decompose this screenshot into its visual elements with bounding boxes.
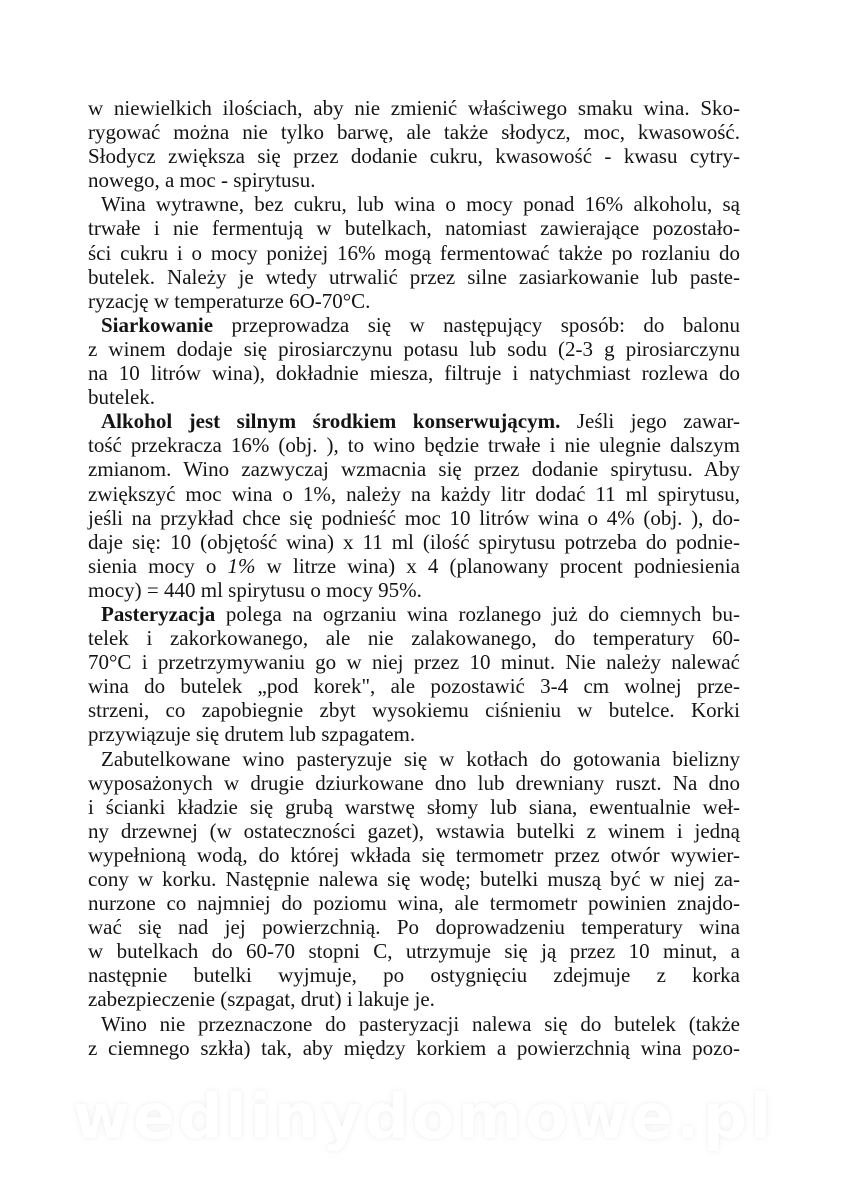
text-run: butelek. Należy je wtedy utrwalić przez silne zasiarkowanie lub paste- — [88, 264, 740, 289]
paragraph-first-line — [88, 602, 740, 626]
text-run: Wino nie przeznaczone do pasteryzacji nalewa się do butelek (także — [101, 1011, 740, 1036]
text-run: w butelkach do 60-70 stopni C, utrzymuje się ją przez 10 minut, a — [88, 939, 740, 964]
text-line — [88, 1036, 740, 1060]
text-run: Wina wytrawne, bez cukru, lub wina o mocy ponad 16% alkoholu, są — [101, 192, 740, 217]
text-run: polega na ogrzaniu wina rozlanego już do ciemnych bu- — [215, 601, 740, 626]
paragraph-first-line — [88, 747, 740, 771]
text-line — [88, 626, 740, 650]
text-line — [88, 530, 740, 554]
text-line — [88, 698, 740, 722]
text-line — [88, 168, 740, 192]
text-run: rygować można nie tylko barwę, ale także słodycz, moc, kwasowość. — [88, 120, 740, 145]
text-run: wyposażonych w drugie dziurkowane dno lub drewniany ruszt. Na dno — [88, 770, 740, 795]
text-line — [88, 265, 740, 289]
paragraph-first-line — [88, 313, 740, 337]
text-run: telek i zakorkowanego, ale nie zalakowanego, do temperatury 60- — [88, 626, 740, 651]
text-run: tość przekracza 16% (obj. ), to wino będzie trwałe i nie ulegnie dalszym — [88, 433, 740, 458]
text-run: ny drzewnej (w ostateczności gazet), wstawia butelki z winem i jedną — [88, 818, 740, 843]
text-line — [88, 433, 740, 457]
text-line — [88, 337, 740, 361]
text-run: nowego, a moc - spirytusu. — [88, 168, 316, 193]
text-line — [88, 891, 740, 915]
paragraph-first-line — [88, 192, 740, 216]
text-line — [88, 674, 740, 698]
text-line — [88, 722, 740, 746]
text-run: sienia mocy o — [88, 553, 228, 578]
text-run: wina do butelek „pod korek", ale pozostawić 3-4 cm wolnej prze- — [88, 674, 740, 699]
text-line — [88, 385, 740, 409]
watermark: wedlinydomowe.pl — [72, 1080, 775, 1153]
text-run: strzeni, co zapobiegnie zbyt wysokiemu ciśnieniu w butelce. Korki — [88, 698, 740, 723]
text-run: następnie butelki wyjmuje, po ostygnięciu zdejmuje z korka — [88, 963, 740, 988]
text-line — [88, 963, 740, 987]
text-line — [88, 987, 740, 1011]
text-run: zmianom. Wino zazwyczaj wzmacnia się przez dodanie spirytusu. Aby — [88, 457, 740, 482]
text-run: nurzone co najmniej do poziomu wina, ale termometr powinien znajdo- — [88, 891, 740, 916]
text-run: trwałe i nie fermentują w butelkach, natomiast zawierające pozostało- — [88, 216, 740, 241]
bold-term-pasteryzacja: Pasteryzacja — [101, 601, 216, 626]
text-line — [88, 819, 740, 843]
text-run: z winem dodaje się pirosiarczynu potasu lub sodu (2-3 g pirosiarczynu — [88, 336, 740, 361]
text-run: wypełnioną wodą, do której wkłada się termometr przez otwór wywier- — [88, 842, 740, 867]
bold-term-siarkowanie: Siarkowanie — [101, 312, 214, 337]
text-run: ści cukru i o mocy poniżej 16% mogą fermentować także po rozlaniu do — [88, 240, 740, 265]
text-run: przywiązuje się drutem lub szpagatem. — [88, 722, 416, 747]
text-run: ryzację w temperaturze 6O-70°C. — [88, 288, 371, 313]
text-line — [88, 939, 740, 963]
text-line — [88, 289, 740, 313]
text-run: Zabutelkowane wino pasteryzuje się w kotłach do gotowania bielizny — [101, 746, 740, 771]
text-line — [88, 457, 740, 481]
text-run: zwiększyć moc wina o 1%, należy na każdy litr dodać 11 ml spirytusu, — [88, 481, 740, 506]
text-run: w litrze wina) x 4 (planowany procent podniesienia — [255, 553, 740, 578]
text-run: mocy) = 440 ml spirytusu o mocy 95%. — [88, 577, 422, 602]
book-page-text — [88, 96, 740, 1060]
text-line — [88, 120, 740, 144]
text-line — [88, 96, 740, 120]
text-run: Jeśli jego zawar- — [560, 409, 740, 434]
bold-term-alkohol: Alkohol jest silnym środkiem konserwującym. — [101, 409, 561, 434]
text-line — [88, 650, 740, 674]
text-line — [88, 241, 740, 265]
text-line — [88, 554, 740, 578]
text-line — [88, 915, 740, 939]
text-run: cony w korku. Następnie nalewa się wodę; butelki muszą być w niej za- — [88, 867, 740, 891]
text-run: w niewielkich ilościach, aby nie zmienić właściwego smaku wina. Sko- — [88, 96, 740, 120]
italic-percent: 1% — [227, 553, 256, 578]
text-line — [88, 843, 740, 867]
text-run: jeśli na przykład chce się podnieść moc 10 litrów wina o 4% (obj. ), do- — [88, 505, 740, 530]
text-run: Słodycz zwiększa się przez dodanie cukru, kwasowość - kwasu cytry- — [88, 144, 740, 169]
text-run: i ścianki kładzie się grubą warstwę słomy lub siana, ewentualnie weł- — [88, 794, 740, 819]
text-line — [88, 361, 740, 385]
text-run: zabezpieczenie (szpagat, drut) i lakuje je. — [88, 987, 435, 1012]
text-line — [88, 216, 740, 240]
text-line — [88, 867, 740, 891]
text-line — [88, 795, 740, 819]
text-run: na 10 litrów wina), dokładnie miesza, filtruje i natychmiast rozlewa do — [88, 361, 740, 386]
text-line — [88, 482, 740, 506]
text-run: butelek. — [88, 385, 156, 410]
text-run: przeprowadza się w następujący sposób: do balonu — [213, 312, 740, 337]
text-run: wać się nad jej powierzchnią. Po doprowadzeniu temperatury wina — [88, 915, 740, 940]
text-run: 70°C i przetrzymywaniu go w niej przez 10 minut. Nie należy nalewać — [88, 650, 740, 675]
text-run: daje się: 10 (objętość wina) x 11 ml (ilość spirytusu potrzeba do podnie- — [88, 529, 740, 554]
text-line — [88, 771, 740, 795]
text-line — [88, 506, 740, 530]
paragraph-first-line — [88, 409, 740, 433]
paragraph-first-line — [88, 1012, 740, 1036]
text-run: z ciemnego szkła) tak, aby między korkiem a powierzchnią wina pozo- — [88, 1035, 740, 1060]
text-line — [88, 144, 740, 168]
text-line — [88, 578, 740, 602]
